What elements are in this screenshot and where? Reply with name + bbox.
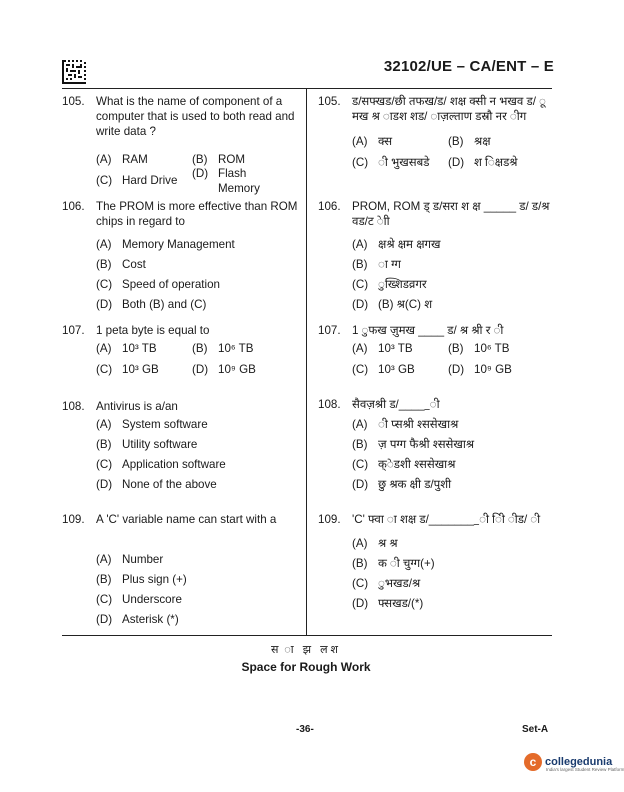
option-text: None of the above (122, 477, 217, 491)
option-label: (C) (352, 363, 369, 376)
question-text: 'C' फ्वा ा शक्ष ड/________ी िी ीड/ ी (352, 513, 541, 526)
option-text: Flash Memory (218, 166, 260, 195)
question-text: 1 ुफख ज़ुमख ____ ड/ श्र श्री र ी (352, 324, 504, 337)
option-text: क्स (378, 135, 393, 148)
option-label: (D) (96, 297, 113, 311)
option-label: (B) (352, 556, 368, 570)
option-label: (A) (352, 237, 368, 251)
question-108-hi (318, 397, 558, 494)
option-label: (A) (96, 417, 112, 431)
option-text: Hard Drive (122, 174, 178, 187)
option-text: ुख्शिडव्रगर (378, 277, 427, 291)
option-label: (A) (96, 342, 112, 355)
option-label: (D) (192, 166, 209, 180)
question-number: 106. (62, 200, 85, 213)
question-106-en (62, 199, 298, 314)
option-label: (C) (96, 592, 113, 606)
option-text: Application software (122, 457, 226, 471)
option-label: (B) (192, 342, 208, 355)
option-label: (A) (96, 237, 112, 251)
option-label: (D) (192, 363, 209, 376)
option-text: 10³ TB (122, 342, 157, 355)
option-text: Number (122, 552, 164, 566)
option-label: (D) (448, 363, 465, 376)
footer-divider (62, 635, 552, 636)
option-text: क ी चुग्ग(+) (378, 556, 435, 570)
option-label: (C) (352, 576, 369, 590)
option-text: क्षश्रे क्षम क्षगख (378, 237, 441, 251)
watermark-tagline: India's largest Student Review Platform (546, 767, 624, 772)
option-label: (B) (192, 153, 208, 166)
column-divider (306, 88, 307, 635)
option-text: छु श्रक क्षी ड/पुशी (378, 477, 452, 491)
question-108-en (62, 399, 298, 494)
question-number: 107. (318, 324, 341, 337)
option-label: (C) (96, 457, 113, 471)
question-text: Antivirus is a/an (96, 400, 178, 413)
question-text: सैवज़श्री ड/_____ी (352, 398, 440, 411)
option-label: (A) (352, 536, 368, 550)
option-text: Speed of operation (122, 277, 220, 291)
question-number: 106. (318, 200, 341, 213)
question-text: A 'C' variable name can start with a (96, 513, 277, 526)
watermark-brand: collegedunia (545, 756, 613, 768)
option-text: Utility software (122, 437, 198, 451)
option-label: (B) (96, 437, 112, 451)
option-text: ा ग्ग (378, 257, 401, 271)
option-text: RAM (122, 153, 148, 166)
option-label: (A) (352, 135, 368, 148)
question-105-hi (318, 94, 558, 173)
option-text: 10⁶ TB (474, 342, 510, 355)
option-label: (A) (352, 342, 368, 355)
question-number: 107. (62, 324, 85, 337)
option-text: श्र श्र (378, 536, 398, 550)
question-109-hi (318, 512, 558, 613)
option-text: System software (122, 417, 208, 431)
paper-code: 32102/UE – CA/ENT – E (383, 58, 554, 75)
option-label: (B) (352, 437, 368, 451)
option-label: (D) (448, 156, 465, 169)
option-text: ुभखड/श्र (378, 576, 421, 590)
option-text: Cost (122, 257, 146, 271)
option-text: ी प्सश्री श्ससेखाश्र (378, 417, 459, 431)
option-label: (B) (448, 135, 464, 148)
option-label: (D) (96, 477, 113, 491)
question-number: 109. (318, 513, 341, 526)
question-107-en (62, 323, 298, 380)
question-106-hi (318, 199, 558, 314)
option-label: (C) (96, 174, 113, 187)
option-text: (B) श्र(C) श (378, 297, 433, 311)
option-label: (C) (352, 457, 369, 471)
question-text: 1 peta byte is equal to (96, 324, 210, 337)
option-label: (B) (96, 572, 112, 586)
option-text: 10³ TB (378, 342, 413, 355)
page-number: -36- (296, 724, 314, 735)
question-text: The PROM is more effective than ROM chips in regard to (96, 200, 298, 228)
datamatrix-code-icon (62, 60, 86, 84)
option-text: 10³ GB (122, 363, 159, 376)
rough-work-heading: Space for Rough Work (241, 660, 371, 674)
option-label: (A) (96, 153, 112, 166)
option-text: ज़ पग्ग फैश्री श्ससेखाश्र (378, 437, 475, 451)
question-text: ड/सफ्खड/छी तफख/ड/ शक्ष क्सी न भखव ड/ ू मख श्र ाडश शड/ ाज़ल्ताण डस्रौ नर ीग (352, 95, 546, 123)
question-number: 109. (62, 513, 85, 526)
question-number: 105. (62, 95, 85, 108)
option-text: Asterisk (*) (122, 612, 179, 626)
option-text: Memory Management (122, 237, 235, 251)
option-label: (B) (96, 257, 112, 271)
option-text: 10³ GB (378, 363, 415, 376)
option-text: क्ेडशी श्ससेखाश्र (378, 457, 456, 471)
question-number: 105. (318, 95, 341, 108)
option-text: ी भुखसबडे (378, 156, 430, 169)
option-text: श िक्षडश्रे (474, 156, 518, 169)
option-text: 10⁹ GB (218, 363, 256, 376)
option-label: (A) (96, 552, 112, 566)
option-text: 10⁹ GB (474, 363, 512, 376)
question-text: PROM, ROM ड् ड/सरा श क्ष _____ ड/ ड/श्र वड/ट ेाी (352, 200, 550, 228)
question-109-en (62, 512, 298, 629)
option-label: (D) (352, 596, 369, 610)
option-label: (A) (352, 417, 368, 431)
question-number: 108. (62, 400, 85, 413)
option-label: (D) (352, 297, 369, 311)
question-text: What is the name of component of a computer that is used to both read and write data ? (96, 95, 295, 138)
collegedunia-logo-icon: c (524, 753, 542, 771)
option-text: Both (B) and (C) (122, 297, 207, 311)
option-text: ROM (218, 153, 246, 166)
option-text: Plus sign (+) (122, 572, 187, 586)
option-label: (C) (96, 363, 113, 376)
option-label: (C) (96, 277, 113, 291)
option-label: (D) (352, 477, 369, 491)
option-text: फ्सखड/(*) (378, 596, 424, 610)
option-text: श्रक्ष (474, 135, 491, 148)
question-number: 108. (318, 398, 341, 411)
option-label: (B) (448, 342, 464, 355)
option-text: Underscore (122, 592, 182, 606)
option-label: (D) (96, 612, 113, 626)
option-label: (B) (352, 257, 368, 271)
collegedunia-watermark (524, 753, 624, 772)
set-label: Set-A (522, 724, 549, 735)
question-105-en (62, 94, 298, 195)
option-label: (C) (352, 277, 369, 291)
option-text: 10⁶ TB (218, 342, 254, 355)
question-107-hi (318, 323, 558, 380)
rough-work-heading-hindi: स ा झ लश (270, 644, 342, 656)
option-label: (C) (352, 156, 369, 169)
header-divider (62, 88, 552, 89)
